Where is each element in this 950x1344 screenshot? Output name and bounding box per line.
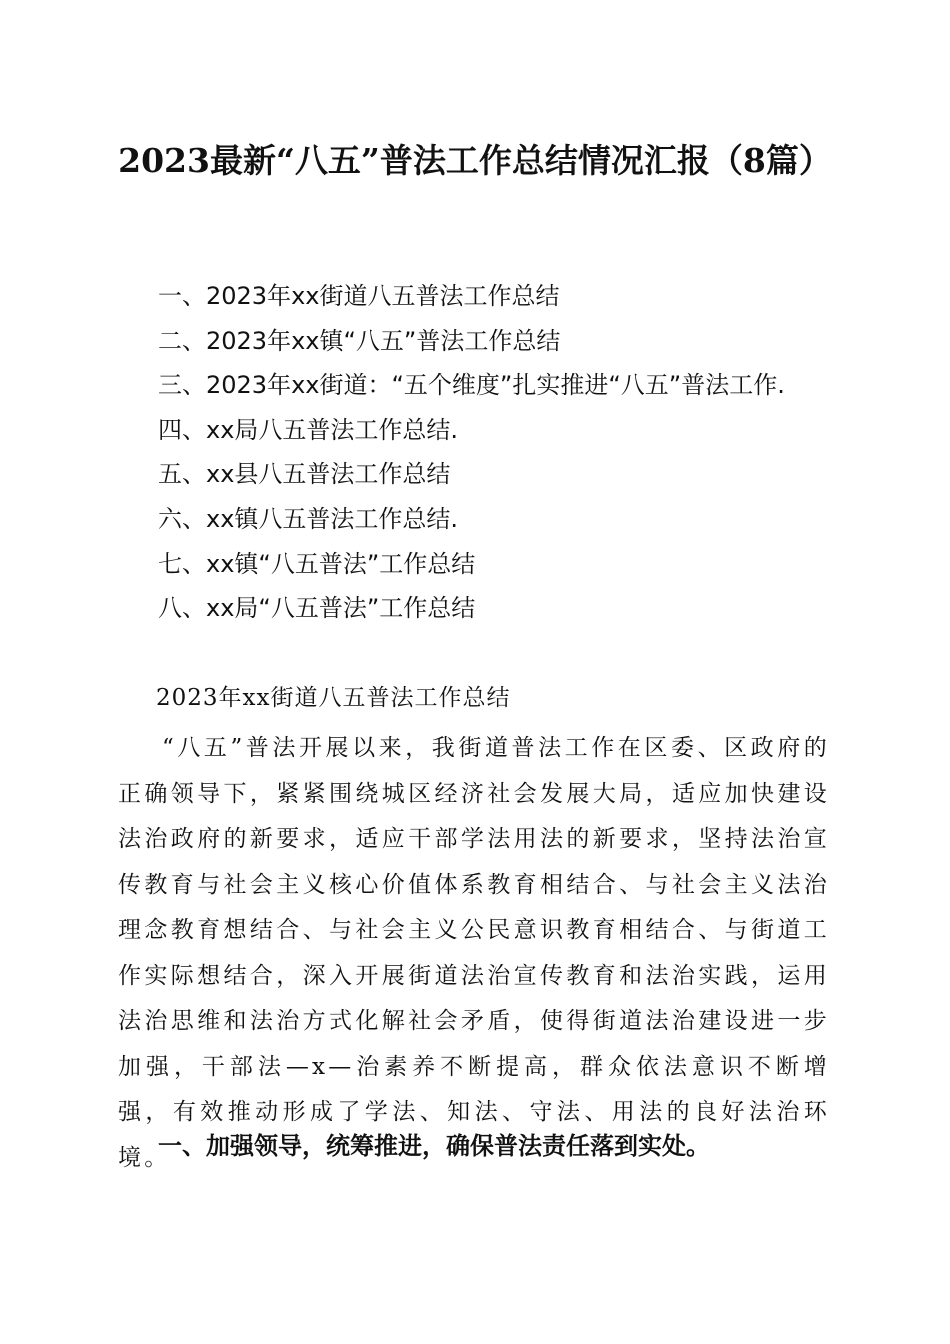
toc-item: 四、xx局八五普法工作总结. [158,415,459,444]
toc-item: 六、xx镇八五普法工作总结. [158,504,459,533]
toc-item: 二、2023年xx镇“八五”普法工作总结 [158,326,561,355]
toc-item: 八、xx局“八五普法”工作总结 [158,594,476,623]
section-subtitle: 2023年xx街道八五普法工作总结 [156,685,511,711]
table-of-contents [118,274,830,631]
toc-item: 三、2023年xx街道：“五个维度”扎实推进“八五”普法工作. [158,371,785,400]
toc-item: 五、xx县八五普法工作总结 [158,460,451,489]
toc-item: 七、xx镇“八五普法”工作总结 [158,549,476,578]
toc-item: 一、2023年xx街道八五普法工作总结 [158,282,560,310]
section-heading: 一、加强领导，统筹推进，确保普法责任落到实处。 [158,1132,710,1160]
document-title: 2023最新“八五”普法工作总结情况汇报（8篇） [118,141,832,180]
body-paragraph: “八五”普法开展以来，我街道普法工作在区委、区政府的正确领导下，紧紧围绕城区经济社会发展大局，适应加快建设法治政府的新要求，适应干部学法用法的新要求，坚持法治宣传教育与社会主义核心价值体系教育相结合、与社会主义法治理念教育想结合、与社会主义公民意识教育相结合、与街道工作实际想结合，深入开展街道法治宣传教育和法治实践，运用法治思维和法治方式化解社会矛盾，使得街道法治建设进一步加强，干部法—x—治素养不断提高，群众依法意识不断增强，有效推动形成了学法、知法、守法、用法的良好法治环境。 [118,735,830,1171]
